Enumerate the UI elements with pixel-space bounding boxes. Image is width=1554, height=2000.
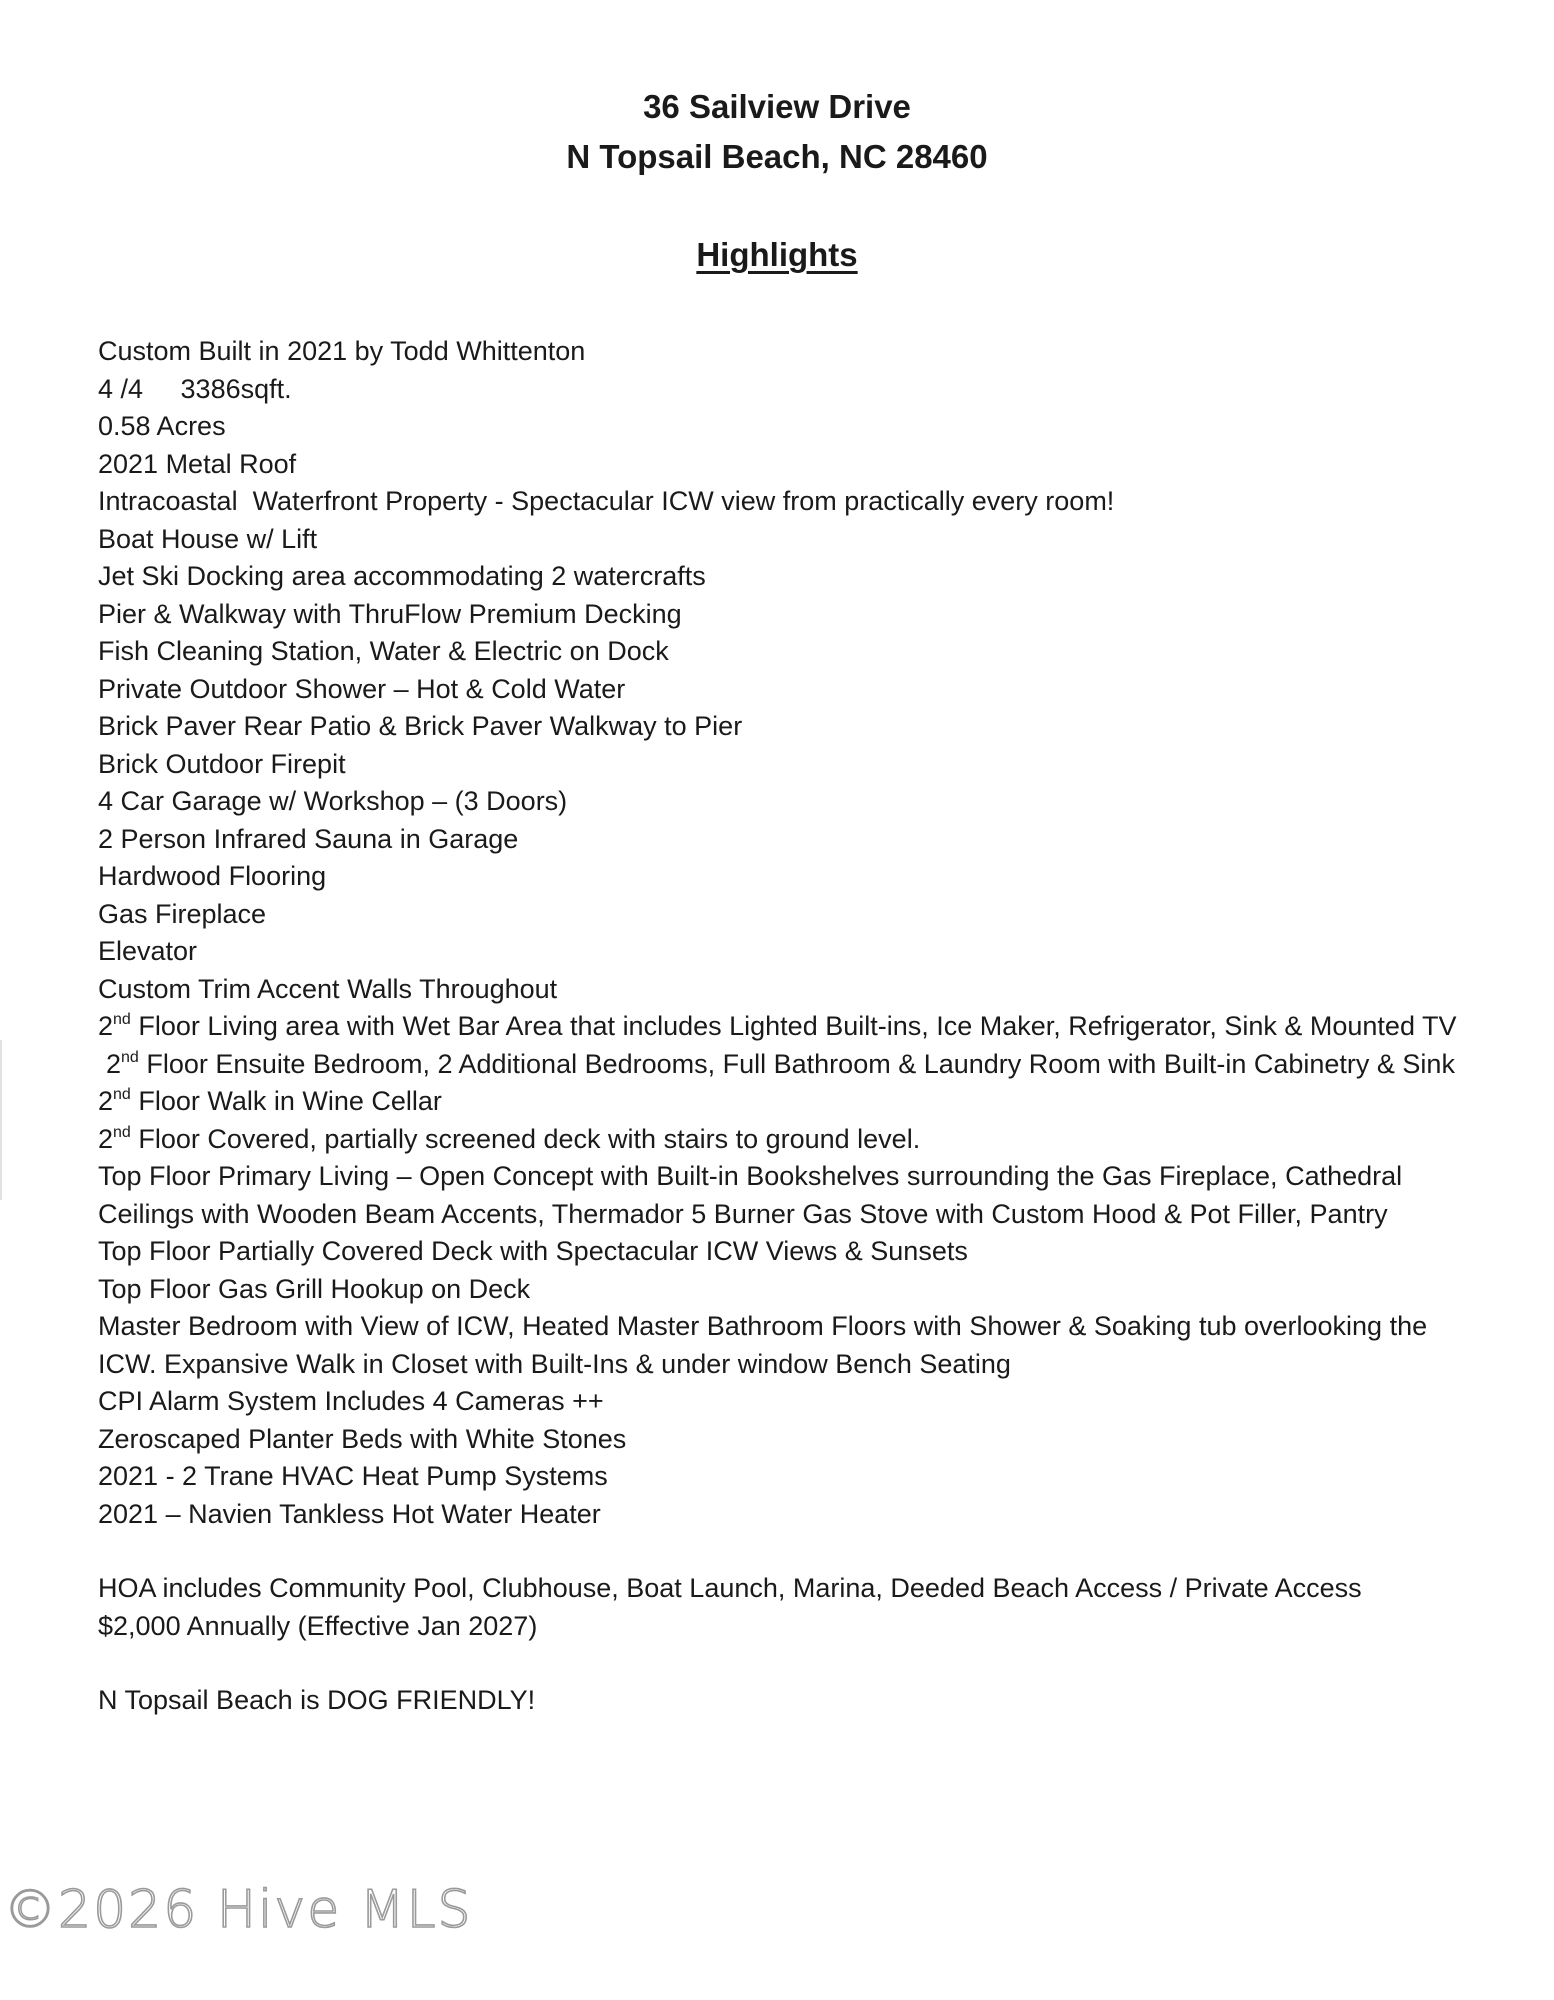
list-item: 2021 – Navien Tankless Hot Water Heater	[98, 1498, 601, 1529]
list-item	[98, 1121, 1478, 1159]
list-item: Boat House w/ Lift	[98, 523, 318, 554]
spacer	[98, 1533, 1478, 1570]
list-item: 2 Person Infrared Sauna in Garage	[98, 823, 519, 854]
list-item: Jet Ski Docking area accommodating 2 watercrafts	[98, 561, 706, 591]
list-item: Brick Paver Rear Patio & Brick Paver Walkway to Pier	[98, 711, 743, 741]
list-item: Zeroscaped Planter Beds with White Stones	[98, 1423, 627, 1454]
list-item: Custom Trim Accent Walls Throughout	[98, 973, 558, 1004]
list-item: 2021 Metal Roof	[98, 448, 297, 479]
list-item-text: Floor Living area with Wet Bar Area that includes Lighted Built-ins, Ice Maker, Refrigerator, Sink & Mounted TV	[130, 1011, 1457, 1041]
section-title: Highlights	[696, 236, 858, 273]
list-item: 0.58 Acres	[98, 411, 226, 441]
list-item: Pier & Walkway with ThruFlow Premium Decking	[98, 598, 682, 629]
list-item-text: Floor Walk in Wine Cellar	[130, 1086, 442, 1116]
floor-ordinal: nd	[113, 1011, 131, 1028]
list-item	[98, 1083, 1478, 1121]
scan-edge-mark	[0, 1040, 2, 1200]
floor-number: 2	[106, 1048, 122, 1079]
list-item: Fish Cleaning Station, Water & Electric on Dock	[98, 636, 669, 666]
highlights-list	[98, 333, 1478, 1720]
list-item: Top Floor Partially Covered Deck with Spectacular ICW Views & Sunsets	[98, 1236, 968, 1266]
floor-ordinal: nd	[113, 1086, 131, 1103]
hoa-line-2: $2,000 Annually (Effective Jan 2027)	[98, 1610, 538, 1641]
list-item: Private Outdoor Shower – Hot & Cold Water	[98, 673, 626, 704]
address-line-2: N Topsail Beach, NC 28460	[566, 138, 988, 175]
list-item: Gas Fireplace	[98, 898, 267, 929]
address-line-1: 36 Sailview Drive	[643, 88, 911, 125]
list-item: CPI Alarm System Includes 4 Cameras ++	[98, 1386, 604, 1416]
list-item: Hardwood Flooring	[98, 861, 327, 891]
footer-note: N Topsail Beach is DOG FRIENDLY!	[98, 1685, 536, 1715]
list-item: Top Floor Gas Grill Hookup on Deck	[98, 1273, 531, 1304]
floor-number: 2	[98, 1123, 114, 1154]
list-item: Intracoastal Waterfront Property - Spectacular ICW view from practically every room!	[98, 486, 1115, 516]
list-item: 4 /4 3386sqft.	[98, 373, 292, 404]
list-item: 2021 - 2 Trane HVAC Heat Pump Systems	[98, 1461, 608, 1491]
list-item-text: Floor Covered, partially screened deck with stairs to ground level.	[130, 1123, 921, 1154]
list-item: Elevator	[98, 936, 198, 966]
floor-number: 2	[98, 1011, 114, 1041]
copyright-watermark: ©2026 Hive MLS	[4, 1880, 473, 1940]
list-item	[98, 1008, 1478, 1046]
list-item: 4 Car Garage w/ Workshop – (3 Doors)	[98, 786, 568, 816]
floor-ordinal: nd	[121, 1048, 139, 1066]
hoa-line-1: HOA includes Community Pool, Clubhouse, Boat Launch, Marina, Deeded Beach Access / Private Access	[98, 1573, 1362, 1603]
list-item: Top Floor Primary Living – Open Concept with Built-in Bookshelves surrounding the Gas Fireplace, Cathedral Ceilings with Wooden Beam Accents, Thermador 5 Burner Gas Stove with Custom Hood & Pot Filler, Pantry	[98, 1161, 1403, 1229]
list-item: Master Bedroom with View of ICW, Heated Master Bathroom Floors with Shower & Soaking tub overlooking the ICW. Expansive Walk in Closet with Built-Ins & under window Bench Seating	[98, 1311, 1428, 1379]
list-item: Custom Built in 2021 by Todd Whittenton	[98, 336, 586, 366]
list-item-text: Floor Ensuite Bedroom, 2 Additional Bedrooms, Full Bathroom & Laundry Room with Built-in Cabinetry & Sink	[138, 1048, 1455, 1079]
floor-ordinal: nd	[113, 1123, 131, 1141]
list-item	[98, 1046, 1478, 1084]
list-item: Brick Outdoor Firepit	[98, 748, 346, 779]
spacer	[98, 1645, 1478, 1682]
floor-number: 2	[98, 1086, 114, 1116]
